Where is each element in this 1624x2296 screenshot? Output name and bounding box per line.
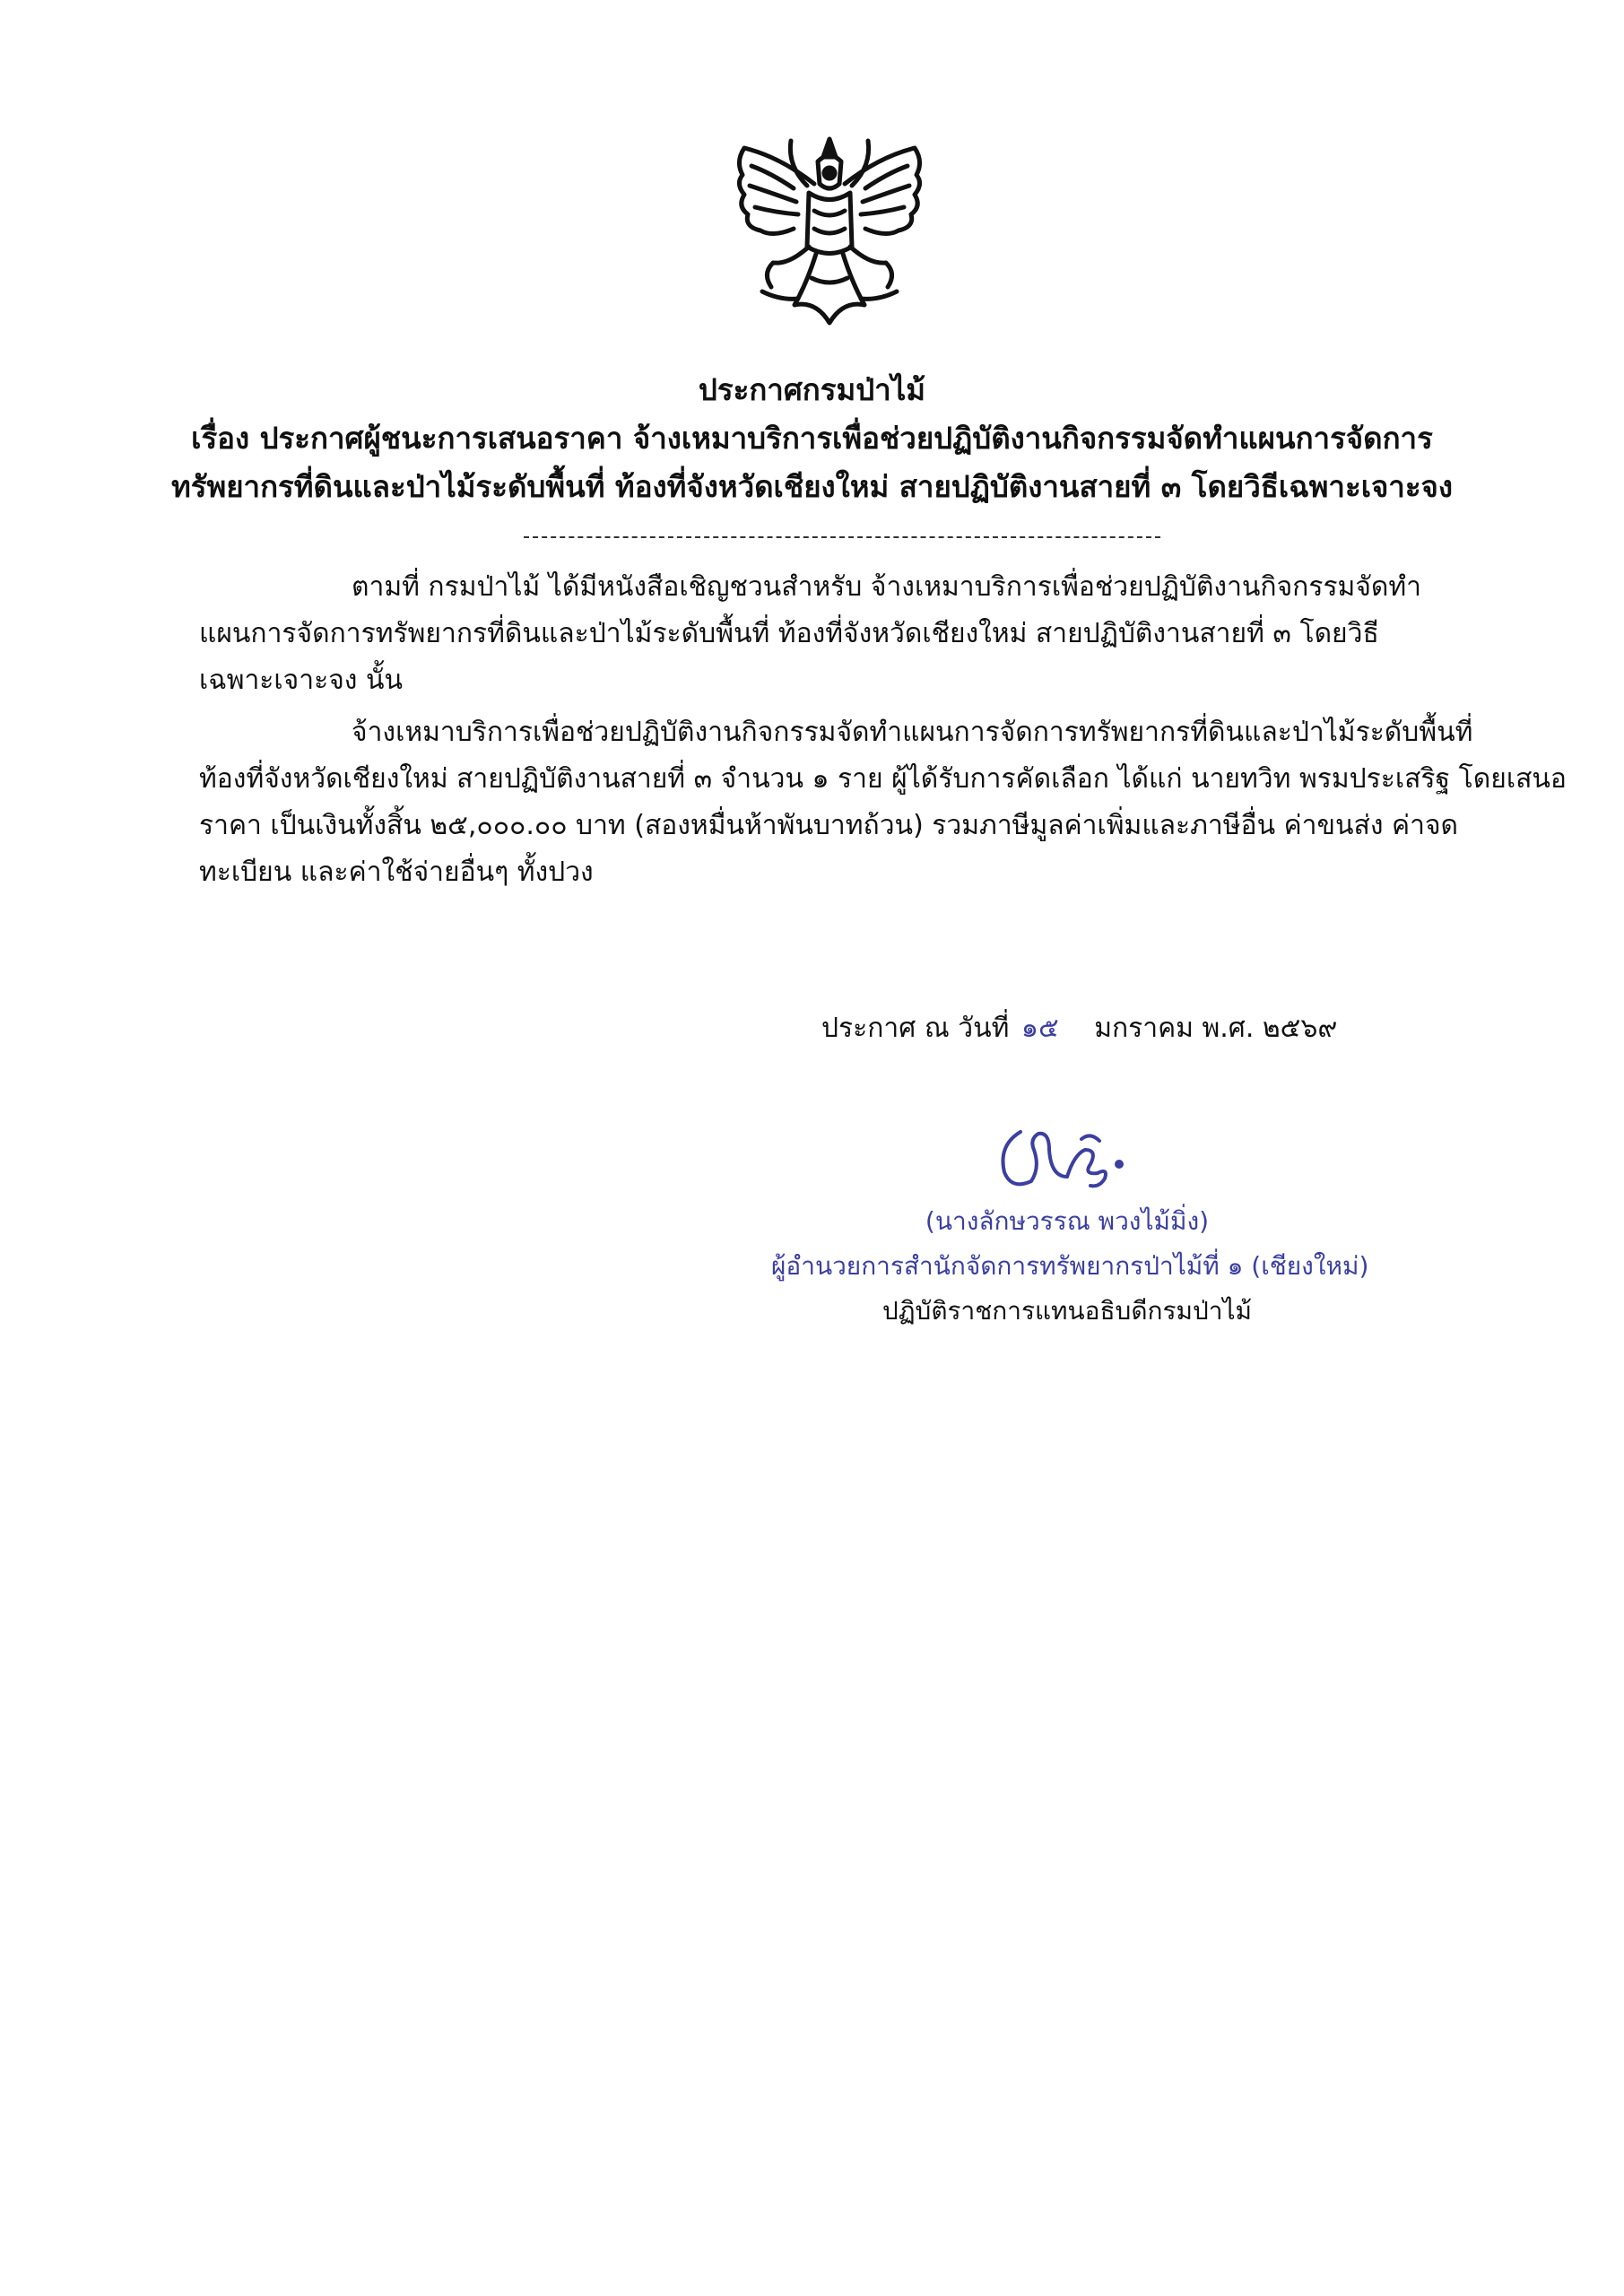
header-divider: [524, 536, 1160, 538]
signatory-position: ผู้อำนวยการสำนักจัดการทรัพยากรป่าไม้ที่ ๑ (เชียงใหม่): [771, 1251, 1369, 1281]
paragraph-2-line-3: ราคา เป็นเงินทั้งสิ้น ๒๕,๐๐๐.๐๐ บาท (สองหมื่นห้าพันบาทถ้วน) รวมภาษีมูลค่าเพิ่มและภาษีอื่น ค่าขนส่ง ค่าจด: [199, 810, 1459, 841]
announcement-date: [821, 1006, 1337, 1051]
paragraph-1-line-1: ตามที่ กรมป่าไม้ ได้มีหนังสือเชิญชวนสำหรับ จ้างเหมาบริการเพื่อช่วยปฏิบัติงานกิจกรรมจัดทำ: [352, 571, 1422, 603]
date-prefix: ประกาศ ณ วันที่: [821, 1013, 1010, 1044]
date-day: ๑๕: [1020, 1013, 1059, 1044]
paragraph-1-line-2: แผนการจัดการทรัพยากรที่ดินและป่าไม้ระดับพื้นที่ ท้องที่จังหวัดเชียงใหม่ สายปฏิบัติงานสายที่ ๓ โดยวิธี: [199, 618, 1379, 649]
subject-line-1: เรื่อง ประกาศผู้ชนะการเสนอราคา จ้างเหมาบริการเพื่อช่วยปฏิบัติงานกิจกรรมจัดทำแผนการจัดการ: [191, 421, 1433, 456]
signatory-acting-for: ปฏิบัติราชการแทนอธิบดีกรมป่าไม้: [881, 1296, 1252, 1326]
paragraph-2-line-2: ท้องที่จังหวัดเชียงใหม่ สายปฏิบัติงานสายที่ ๓ จำนวน ๑ ราย ผู้ได้รับการคัดเลือก ได้แก่ นายทวิท พรมประเสริฐ โดยเสนอ: [199, 763, 1567, 795]
paragraph-2-line-1: จ้างเหมาบริการเพื่อช่วยปฏิบัติงานกิจกรรมจัดทำแผนการจัดการทรัพยากรที่ดินและป่าไม้ระดับพื้นที่: [352, 717, 1473, 748]
date-month-year: มกราคม พ.ศ. ๒๕๖๙: [1094, 1013, 1338, 1044]
garuda-emblem-icon: [708, 121, 951, 336]
paragraph-2-line-4: ทะเบียน และค่าใช้จ่ายอื่นๆ ทั้งปวง: [199, 857, 594, 888]
subject-line-2: ทรัพยากรที่ดินและป่าไม้ระดับพื้นที่ ท้องที่จังหวัดเชียงใหม่ สายปฏิบัติงานสายที่ ๓ โดยวิธีเฉพาะเจาะจง: [170, 469, 1454, 504]
signatory-name: (นางลักษวรรณ พวงไม้มิ่ง): [925, 1206, 1210, 1236]
announcement-title: ประกาศกรมป่าไม้: [698, 372, 926, 407]
handwritten-signature-icon: [985, 1105, 1146, 1204]
paragraph-1-line-3: เฉพาะเจาะจง นั้น: [199, 665, 403, 696]
